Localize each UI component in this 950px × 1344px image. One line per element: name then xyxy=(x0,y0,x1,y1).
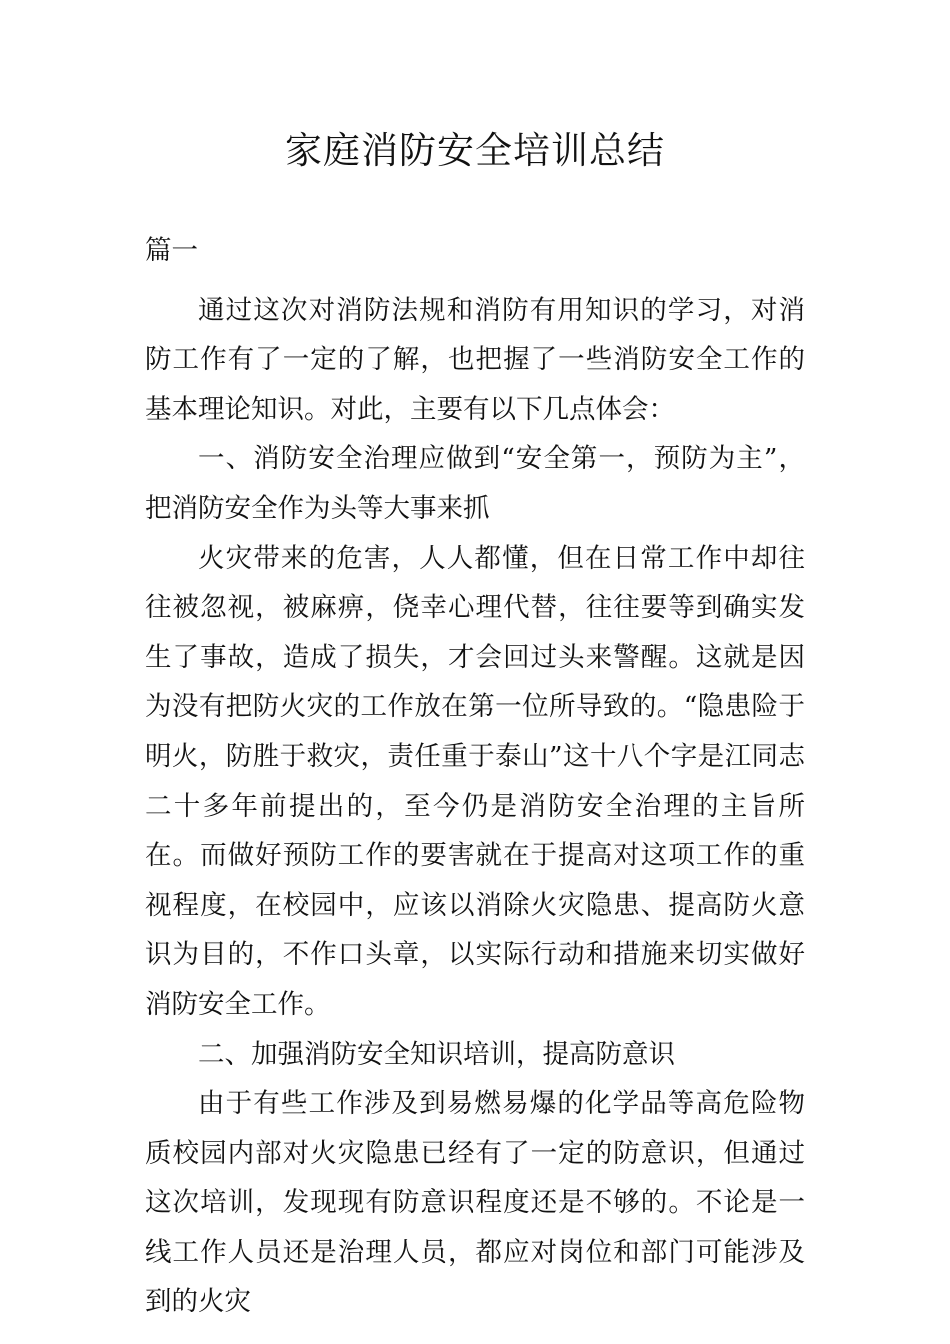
heading-point-two: 二、加强消防安全知识培训，提高防意识 xyxy=(198,1038,675,1070)
paragraph-point-one: 火灾带来的危害，人人都懂，但在日常工作中却往往被忽视，被麻痹，侥幸心理代替，往往要等到确实发生了事故，造成了损失，才会回过头来警醒。这就是因为没有把防火灾的工作放在第一位所导致的。“隐患险于明火，防胜于救灾，责任重于泰山”这十八个字是江同志二十多年前提出的，至今仍是消防安全治理的主旨所在。而做好预防工作的要害就在于提高对这项工作的重视程度，在校园中，应该以消除火灾隐患、提高防火意识为目的，不作口头章，以实际行动和措施来切实做好消防安全工作。 xyxy=(145,542,805,1020)
document-title: 家庭消防安全培训总结 xyxy=(285,129,665,172)
heading-point-one: 一、消防安全治理应做到“安全第一，预防为主”，把消防安全作为头等大事来抓 xyxy=(145,443,805,524)
section-label: 篇一 xyxy=(145,235,198,266)
document-body xyxy=(145,226,805,1327)
paragraph-intro: 通过这次对消防法规和消防有用知识的学习，对消防工作有了一定的了解，也把握了一些消防安全工作的基本理论知识。对此，主要有以下几点体会： xyxy=(145,294,805,425)
paragraph-point-two: 由于有些工作涉及到易燃易爆的化学品等高危险物质校园内部对火灾隐患已经有了一定的防意识，但通过这次培训，发现现有防意识程度还是不够的。不论是一线工作人员还是治理人员，都应对岗位和部门可能涉及到的火灾 xyxy=(145,1088,805,1318)
